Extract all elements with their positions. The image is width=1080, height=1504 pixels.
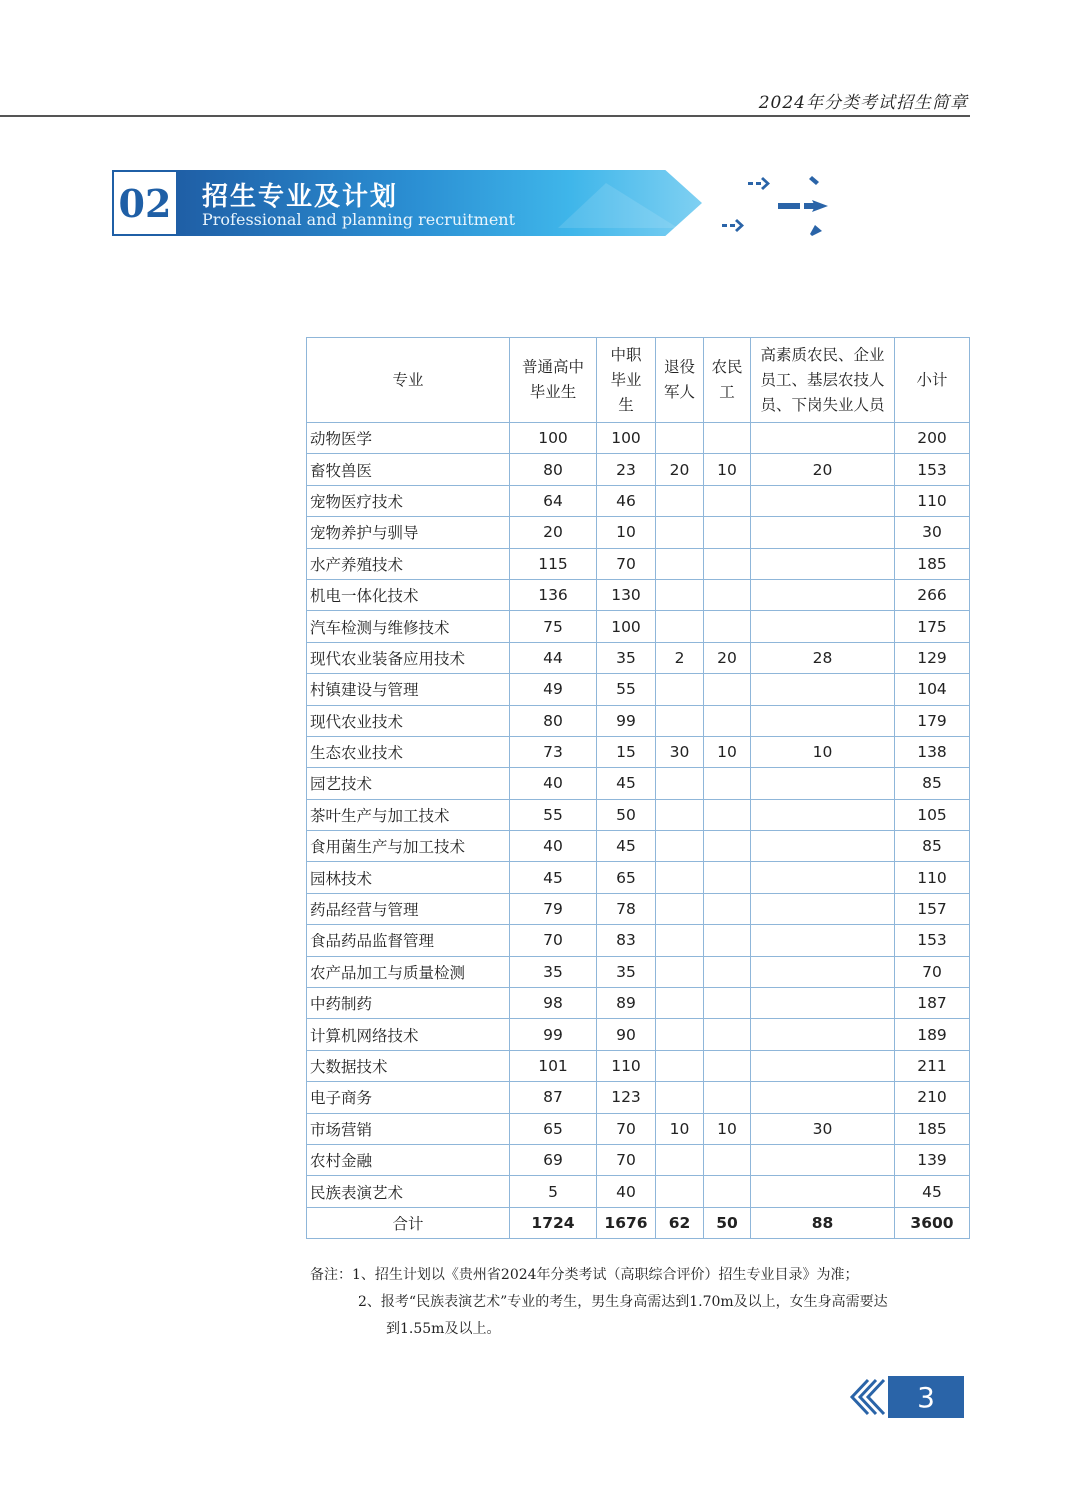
cell-high-school: 100 (510, 423, 597, 454)
cell-other-groups (751, 925, 895, 956)
cell-other-groups (751, 1082, 895, 1113)
table-row (307, 1176, 970, 1207)
cell-veterans (656, 1019, 704, 1050)
cell-other-groups (751, 674, 895, 705)
cell-vocational: 99 (597, 705, 656, 736)
cell-migrant-workers (704, 674, 751, 705)
cell-veterans (656, 485, 704, 516)
cell-major: 汽车检测与维修技术 (307, 611, 510, 642)
table-total-row (307, 1207, 970, 1238)
cell-major: 村镇建设与管理 (307, 674, 510, 705)
cell-high-school: 64 (510, 485, 597, 516)
cell-other-groups (751, 611, 895, 642)
cell-subtotal: 104 (895, 674, 970, 705)
table-body (307, 423, 970, 1239)
cell-high-school: 80 (510, 705, 597, 736)
table-row (307, 1019, 970, 1050)
cell-high-school: 99 (510, 1019, 597, 1050)
cell-other-groups: 28 (751, 642, 895, 673)
cell-subtotal: 153 (895, 925, 970, 956)
cell-high-school: 5 (510, 1176, 597, 1207)
table-row (307, 674, 970, 705)
total-other-groups: 88 (751, 1207, 895, 1238)
table-row (307, 579, 970, 610)
header-subtotal: 小计 (895, 338, 970, 423)
cell-high-school: 69 (510, 1144, 597, 1175)
cell-migrant-workers (704, 956, 751, 987)
cell-high-school: 79 (510, 893, 597, 924)
cell-vocational: 100 (597, 611, 656, 642)
table-header-row (307, 338, 970, 423)
cell-major: 民族表演艺术 (307, 1176, 510, 1207)
cell-major: 农村金融 (307, 1144, 510, 1175)
cell-high-school: 101 (510, 1050, 597, 1081)
cell-other-groups: 20 (751, 454, 895, 485)
cell-veterans (656, 925, 704, 956)
table-row (307, 1050, 970, 1081)
cell-other-groups (751, 548, 895, 579)
cell-migrant-workers (704, 893, 751, 924)
cell-major: 中药制药 (307, 988, 510, 1019)
total-migrant-workers: 50 (704, 1207, 751, 1238)
cell-veterans (656, 768, 704, 799)
cell-migrant-workers (704, 768, 751, 799)
table-row (307, 956, 970, 987)
table-row (307, 517, 970, 548)
cell-subtotal: 210 (895, 1082, 970, 1113)
cell-other-groups (751, 1144, 895, 1175)
cell-vocational: 46 (597, 485, 656, 516)
cell-vocational: 15 (597, 736, 656, 767)
cell-subtotal: 187 (895, 988, 970, 1019)
cell-high-school: 65 (510, 1113, 597, 1144)
table-row (307, 454, 970, 485)
table-row (307, 423, 970, 454)
cell-high-school: 55 (510, 799, 597, 830)
cell-migrant-workers (704, 611, 751, 642)
cell-migrant-workers (704, 988, 751, 1019)
cell-high-school: 75 (510, 611, 597, 642)
cell-veterans: 2 (656, 642, 704, 673)
cell-veterans (656, 423, 704, 454)
cell-subtotal: 45 (895, 1176, 970, 1207)
header-migrant-workers: 农民工 (704, 338, 751, 423)
cell-high-school: 80 (510, 454, 597, 485)
note-text-1: 1、招生计划以《贵州省2024年分类考试（高职综合评价）招生专业目录》为准； (352, 1267, 859, 1283)
cell-vocational: 40 (597, 1176, 656, 1207)
cell-migrant-workers (704, 485, 751, 516)
cell-migrant-workers (704, 579, 751, 610)
cell-subtotal: 185 (895, 548, 970, 579)
cell-other-groups (751, 517, 895, 548)
cell-vocational: 55 (597, 674, 656, 705)
total-vocational: 1676 (597, 1207, 656, 1238)
enrollment-plan-table (306, 337, 969, 1239)
cell-other-groups (751, 831, 895, 862)
cell-major: 园林技术 (307, 862, 510, 893)
cell-veterans (656, 674, 704, 705)
table-row (307, 831, 970, 862)
section-banner (112, 170, 712, 238)
cell-vocational: 89 (597, 988, 656, 1019)
cell-high-school: 35 (510, 956, 597, 987)
cell-other-groups: 10 (751, 736, 895, 767)
cell-veterans (656, 705, 704, 736)
cell-other-groups (751, 423, 895, 454)
cell-vocational: 83 (597, 925, 656, 956)
section-number: 02 (112, 170, 178, 236)
total-major: 合计 (307, 1207, 510, 1238)
cell-subtotal: 175 (895, 611, 970, 642)
cell-other-groups (751, 893, 895, 924)
cell-other-groups (751, 862, 895, 893)
cell-vocational: 45 (597, 768, 656, 799)
cell-major: 茶叶生产与加工技术 (307, 799, 510, 830)
cell-migrant-workers: 20 (704, 642, 751, 673)
cell-subtotal: 185 (895, 1113, 970, 1144)
cell-migrant-workers (704, 517, 751, 548)
cell-veterans (656, 956, 704, 987)
cell-vocational: 45 (597, 831, 656, 862)
cell-vocational: 35 (597, 642, 656, 673)
cell-vocational: 23 (597, 454, 656, 485)
cell-veterans: 20 (656, 454, 704, 485)
section-title-en: Professional and planning recruitment (202, 210, 516, 229)
cell-veterans (656, 831, 704, 862)
cell-veterans (656, 988, 704, 1019)
cell-subtotal: 266 (895, 579, 970, 610)
total-subtotal: 3600 (895, 1207, 970, 1238)
cell-migrant-workers (704, 831, 751, 862)
page-number: 3 (888, 1376, 964, 1418)
cell-subtotal: 179 (895, 705, 970, 736)
cell-high-school: 20 (510, 517, 597, 548)
cell-other-groups (751, 1019, 895, 1050)
cell-other-groups (751, 705, 895, 736)
header-other-groups: 高素质农民、企业员工、基层农技人员、下岗失业人员 (751, 338, 895, 423)
header-vocational: 中职毕业生 (597, 338, 656, 423)
cell-high-school: 45 (510, 862, 597, 893)
table-row (307, 1144, 970, 1175)
cell-major: 现代农业装备应用技术 (307, 642, 510, 673)
cell-veterans (656, 1050, 704, 1081)
cell-migrant-workers (704, 705, 751, 736)
table-row (307, 705, 970, 736)
cell-subtotal: 70 (895, 956, 970, 987)
table-row (307, 1113, 970, 1144)
cell-migrant-workers (704, 1176, 751, 1207)
cell-other-groups (751, 768, 895, 799)
cell-subtotal: 157 (895, 893, 970, 924)
cell-major: 宠物医疗技术 (307, 485, 510, 516)
cell-other-groups (751, 485, 895, 516)
cell-major: 计算机网络技术 (307, 1019, 510, 1050)
document-header-title: 2024年分类考试招生简章 (758, 93, 968, 113)
cell-veterans (656, 611, 704, 642)
header-divider (0, 115, 970, 117)
cell-veterans (656, 862, 704, 893)
cell-major: 大数据技术 (307, 1050, 510, 1081)
cell-other-groups (751, 988, 895, 1019)
cell-major: 宠物养护与驯导 (307, 517, 510, 548)
cell-vocational: 78 (597, 893, 656, 924)
cell-other-groups (751, 1176, 895, 1207)
table-row (307, 548, 970, 579)
cell-vocational: 50 (597, 799, 656, 830)
cell-major: 农产品加工与质量检测 (307, 956, 510, 987)
cell-subtotal: 189 (895, 1019, 970, 1050)
cell-veterans (656, 1176, 704, 1207)
cell-subtotal: 30 (895, 517, 970, 548)
note-line-1 (310, 1262, 980, 1289)
cell-other-groups (751, 1050, 895, 1081)
cell-migrant-workers (704, 1082, 751, 1113)
cell-vocational: 90 (597, 1019, 656, 1050)
cell-major: 市场营销 (307, 1113, 510, 1144)
cell-migrant-workers (704, 1144, 751, 1175)
cell-migrant-workers (704, 423, 751, 454)
cell-other-groups (751, 579, 895, 610)
table-row (307, 1082, 970, 1113)
note-line-2: 2、报考“民族表演艺术”专业的考生，男生身高需达到1.70m及以上，女生身高需要达 (358, 1294, 888, 1310)
cell-vocational: 70 (597, 548, 656, 579)
cell-high-school: 40 (510, 768, 597, 799)
cell-migrant-workers (704, 1050, 751, 1081)
cell-subtotal: 139 (895, 1144, 970, 1175)
cell-subtotal: 153 (895, 454, 970, 485)
cell-high-school: 115 (510, 548, 597, 579)
cell-veterans (656, 1144, 704, 1175)
cell-migrant-workers: 10 (704, 454, 751, 485)
cell-migrant-workers (704, 799, 751, 830)
cell-subtotal: 200 (895, 423, 970, 454)
cell-vocational: 35 (597, 956, 656, 987)
cell-migrant-workers (704, 1019, 751, 1050)
cell-vocational: 70 (597, 1144, 656, 1175)
cell-subtotal: 211 (895, 1050, 970, 1081)
table-row (307, 611, 970, 642)
cell-veterans: 10 (656, 1113, 704, 1144)
cell-migrant-workers (704, 862, 751, 893)
table-row (307, 893, 970, 924)
cell-migrant-workers (704, 548, 751, 579)
cell-major: 水产养殖技术 (307, 548, 510, 579)
cell-major: 动物医学 (307, 423, 510, 454)
cell-subtotal: 110 (895, 862, 970, 893)
double-chevron-left-icon (846, 1376, 892, 1418)
cell-migrant-workers (704, 925, 751, 956)
cell-major: 现代农业技术 (307, 705, 510, 736)
cell-subtotal: 110 (895, 485, 970, 516)
table-row (307, 799, 970, 830)
cell-major: 园艺技术 (307, 768, 510, 799)
header-veterans: 退役军人 (656, 338, 704, 423)
total-high-school: 1724 (510, 1207, 597, 1238)
cell-major: 生态农业技术 (307, 736, 510, 767)
notes-label: 备注： (310, 1267, 352, 1283)
cell-high-school: 73 (510, 736, 597, 767)
cell-other-groups (751, 799, 895, 830)
cell-subtotal: 105 (895, 799, 970, 830)
cell-vocational: 123 (597, 1082, 656, 1113)
cell-veterans (656, 548, 704, 579)
cell-migrant-workers: 10 (704, 1113, 751, 1144)
cell-veterans (656, 799, 704, 830)
cell-vocational: 65 (597, 862, 656, 893)
cell-high-school: 70 (510, 925, 597, 956)
cell-veterans: 30 (656, 736, 704, 767)
total-veterans: 62 (656, 1207, 704, 1238)
arrow-decoration-icon (716, 172, 846, 242)
note-line-3: 到1.55m及以上。 (386, 1321, 501, 1337)
cell-subtotal: 85 (895, 831, 970, 862)
cell-other-groups: 30 (751, 1113, 895, 1144)
cell-major: 食用菌生产与加工技术 (307, 831, 510, 862)
cell-veterans (656, 517, 704, 548)
table-row (307, 925, 970, 956)
header-major: 专业 (307, 338, 510, 423)
header-high-school: 普通高中毕业生 (510, 338, 597, 423)
cell-vocational: 110 (597, 1050, 656, 1081)
cell-migrant-workers: 10 (704, 736, 751, 767)
cell-major: 药品经营与管理 (307, 893, 510, 924)
cell-high-school: 49 (510, 674, 597, 705)
table-row (307, 485, 970, 516)
cell-vocational: 100 (597, 423, 656, 454)
cell-subtotal: 85 (895, 768, 970, 799)
page-number-badge (846, 1376, 964, 1418)
cell-high-school: 87 (510, 1082, 597, 1113)
cell-major: 机电一体化技术 (307, 579, 510, 610)
cell-vocational: 70 (597, 1113, 656, 1144)
section-title-cn: 招生专业及计划 (202, 182, 399, 212)
cell-high-school: 98 (510, 988, 597, 1019)
cell-subtotal: 129 (895, 642, 970, 673)
cell-veterans (656, 893, 704, 924)
cell-veterans (656, 1082, 704, 1113)
table-row (307, 642, 970, 673)
cell-vocational: 10 (597, 517, 656, 548)
cell-high-school: 136 (510, 579, 597, 610)
notes-block (310, 1262, 980, 1343)
cell-major: 食品药品监督管理 (307, 925, 510, 956)
cell-subtotal: 138 (895, 736, 970, 767)
table-row (307, 862, 970, 893)
table-row (307, 736, 970, 767)
cell-major: 畜牧兽医 (307, 454, 510, 485)
cell-veterans (656, 579, 704, 610)
cell-other-groups (751, 956, 895, 987)
cell-high-school: 40 (510, 831, 597, 862)
cell-vocational: 130 (597, 579, 656, 610)
table-row (307, 768, 970, 799)
cell-major: 电子商务 (307, 1082, 510, 1113)
cell-high-school: 44 (510, 642, 597, 673)
table-row (307, 988, 970, 1019)
